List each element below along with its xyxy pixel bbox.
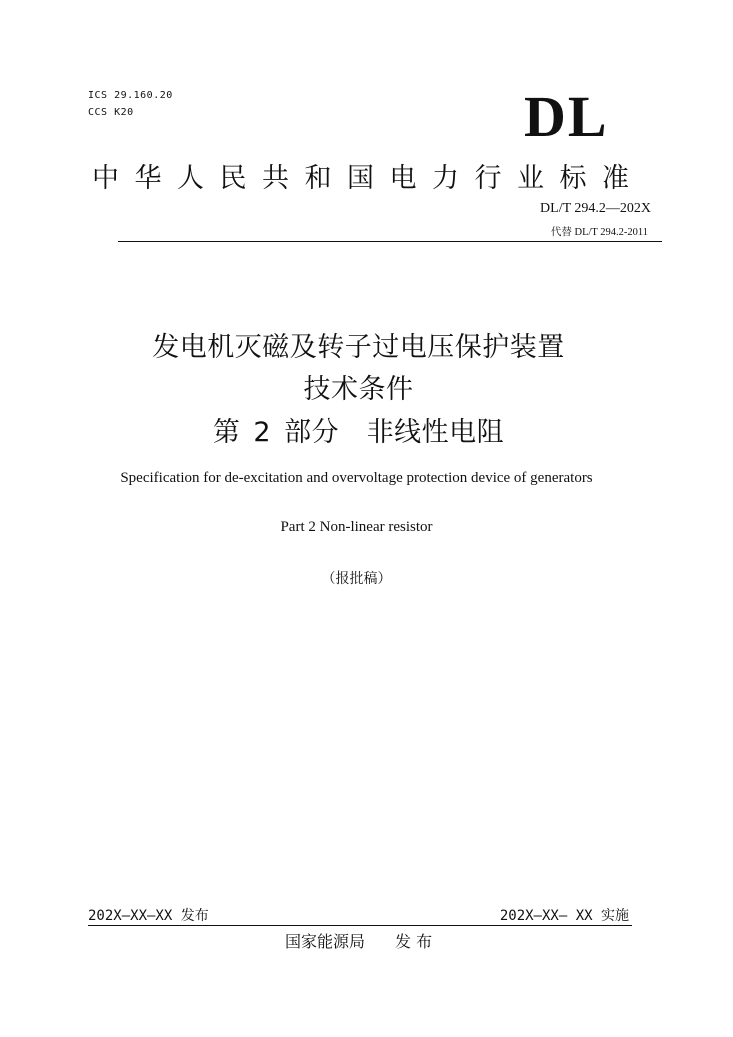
- standard-category-title: 中华人民共和国电力行业标准: [92, 163, 645, 194]
- document-title-line-3: 第 2 部分 非线性电阻: [212, 417, 505, 448]
- document-title-line-1: 发电机灭磁及转子过电压保护装置: [152, 332, 565, 363]
- english-part-title: Part 2 Non-linear resistor: [280, 519, 433, 535]
- header-divider: [118, 241, 662, 242]
- issue-word: 发 布: [395, 932, 433, 951]
- document-title-line-2: 技术条件: [303, 374, 414, 405]
- implementation-date: 202X–XX– XX 实施: [499, 908, 629, 924]
- dl-logo: DL: [524, 84, 609, 149]
- issuing-authority: [285, 929, 432, 952]
- publish-date: 202X–XX–XX 发布: [88, 908, 209, 924]
- replaces-standard: 代替 DL/T 294.2-2011: [550, 227, 648, 238]
- standard-number: DL/T 294.2—202X: [540, 201, 651, 216]
- english-title: Specification for de-excitation and overvoltage protection device of generators: [120, 470, 593, 486]
- issuer-name: 国家能源局: [285, 932, 366, 951]
- ics-code: ICS 29.160.20: [88, 90, 173, 101]
- footer-divider: [88, 925, 632, 926]
- draft-status: （报批稿）: [321, 571, 392, 587]
- ccs-code: CCS K20: [88, 107, 134, 118]
